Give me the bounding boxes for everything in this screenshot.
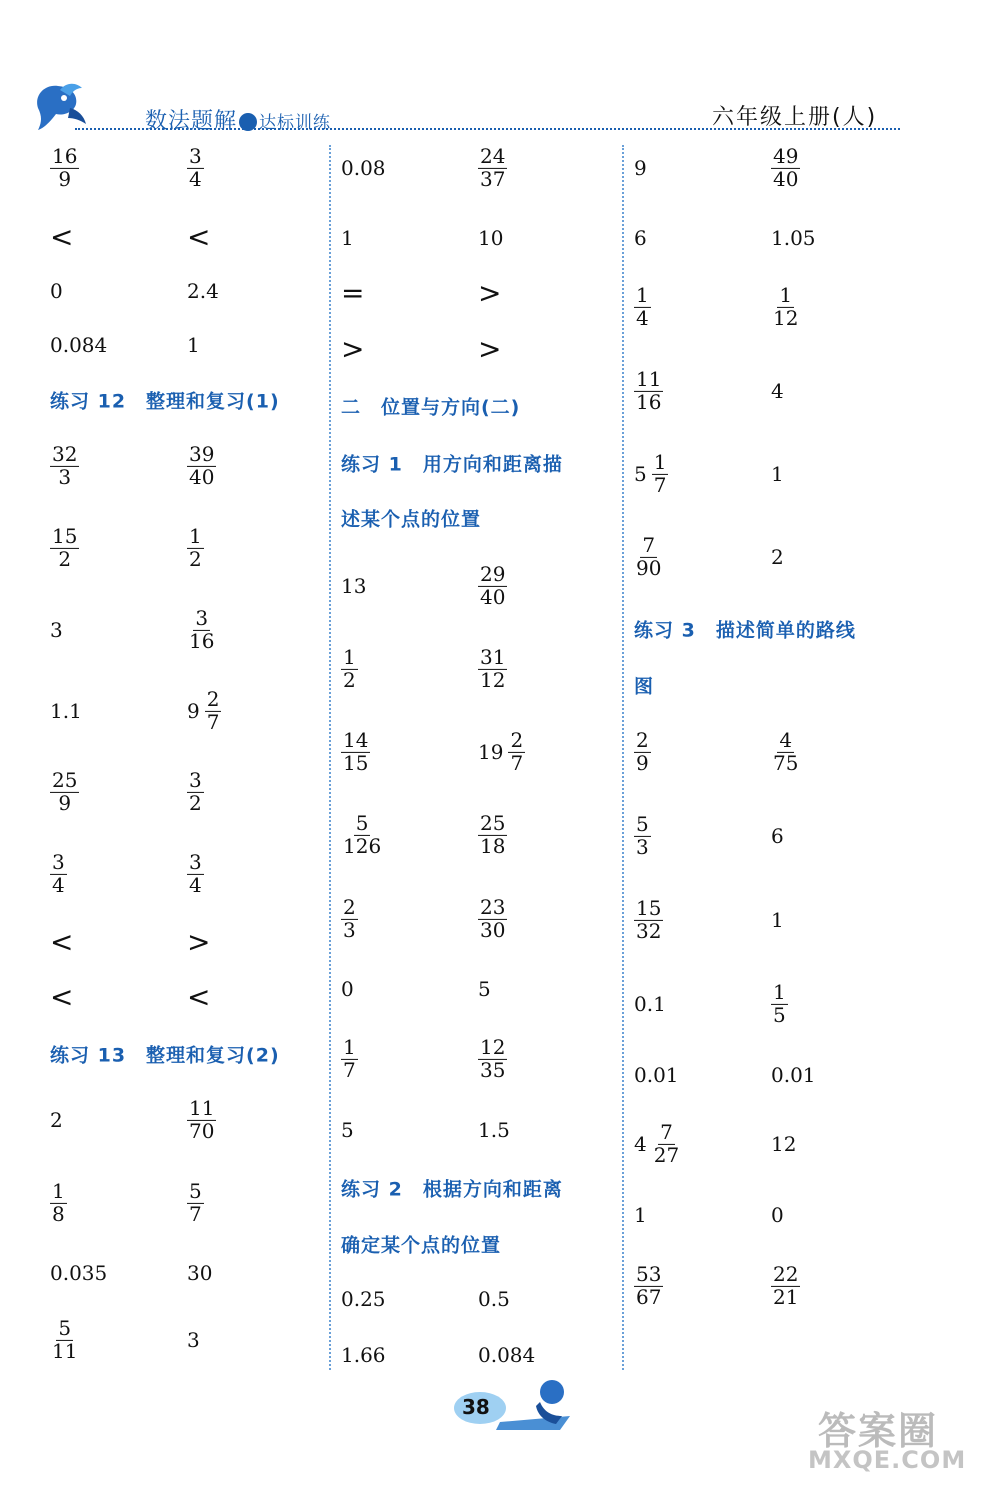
- answer-text: 1.05: [771, 226, 816, 250]
- answer-text: 3: [187, 1328, 200, 1352]
- answer-right: [187, 279, 219, 303]
- answer-left: [634, 156, 647, 180]
- fraction-numerator: 5: [355, 810, 369, 835]
- answer-fraction: [50, 767, 79, 815]
- answer-whole-part: 5: [634, 462, 647, 486]
- answer-fraction: [341, 727, 370, 775]
- answer-left: [50, 618, 63, 642]
- answer-right: [478, 1034, 507, 1082]
- fraction-numerator: 1: [52, 1178, 65, 1203]
- fraction-numerator: 3: [52, 849, 65, 874]
- fraction-numerator: 11: [636, 366, 662, 391]
- section-heading: 练习 12 整理和复习(1): [50, 390, 280, 413]
- answer-right: [771, 727, 800, 775]
- fraction-denominator: 18: [480, 833, 506, 858]
- fraction-denominator: 67: [636, 1284, 662, 1309]
- answer-left: [341, 810, 383, 858]
- fraction-denominator: 2: [189, 790, 202, 815]
- fraction-denominator: 12: [480, 667, 506, 692]
- answer-right: [478, 333, 501, 366]
- answer-text: 0.035: [50, 1261, 108, 1285]
- answer-fraction: [341, 644, 358, 692]
- fraction-denominator: 9: [58, 790, 72, 815]
- answer-right: [187, 849, 204, 897]
- answer-text: >: [478, 276, 502, 310]
- mascot-logo-icon: [30, 78, 90, 134]
- fraction-denominator: 30: [480, 917, 506, 942]
- answer-fraction: [652, 449, 669, 497]
- answer-text: 1: [771, 462, 784, 486]
- answer-right: [187, 1328, 200, 1352]
- answer-fraction: [187, 605, 216, 653]
- answer-right: [187, 523, 204, 571]
- grade-label: 六年级上册(人): [712, 105, 878, 130]
- answer-fraction: [187, 523, 204, 571]
- answer-fraction: [187, 441, 216, 489]
- fraction-denominator: 126: [343, 833, 382, 858]
- answer-text: =: [341, 276, 365, 310]
- answer-left: [50, 1108, 63, 1132]
- answer-left: [50, 981, 73, 1014]
- fraction-numerator: 1: [343, 644, 356, 669]
- answer-text: 1.1: [50, 699, 82, 723]
- answer-text: 2.4: [187, 279, 219, 303]
- answer-right: [478, 644, 507, 692]
- fraction-denominator: 27: [653, 1142, 680, 1167]
- answer-text: 1: [187, 333, 200, 357]
- answer-fraction: [478, 143, 507, 191]
- answer-right: [771, 545, 784, 569]
- fraction-denominator: 11: [52, 1338, 78, 1363]
- answer-fraction: [634, 811, 651, 859]
- answer-text: <: [50, 220, 74, 254]
- answer-fraction: [187, 143, 204, 191]
- answer-left: [341, 644, 358, 692]
- answer-right: [187, 143, 204, 191]
- answer-text: 3: [50, 618, 63, 642]
- fraction-numerator: 5: [58, 1315, 72, 1340]
- fraction-denominator: 40: [480, 584, 506, 609]
- fraction-denominator: 4: [636, 305, 649, 330]
- answer-text: 0.01: [634, 1063, 679, 1087]
- section-heading: 图: [634, 675, 655, 698]
- answer-fraction: [771, 282, 800, 330]
- fraction-denominator: 7: [343, 1057, 356, 1082]
- answer-text: 10: [478, 226, 504, 250]
- answer-right: [478, 977, 491, 1001]
- answer-whole-part: 19: [478, 740, 504, 764]
- answer-left: [341, 977, 354, 1001]
- answer-text: 6: [634, 226, 647, 250]
- answer-left: [634, 226, 647, 250]
- fraction-denominator: 2: [343, 667, 356, 692]
- answer-text: >: [341, 332, 365, 366]
- fraction-denominator: 12: [773, 305, 799, 330]
- fraction-numerator: 3: [195, 605, 209, 630]
- fraction-numerator: 32: [52, 441, 78, 466]
- fraction-denominator: 8: [52, 1201, 65, 1226]
- answer-left: [50, 1178, 67, 1226]
- answer-right: [478, 1287, 510, 1311]
- answer-fraction: [478, 561, 507, 609]
- fraction-denominator: 2: [189, 546, 202, 571]
- fraction-numerator: 2: [343, 894, 356, 919]
- fraction-denominator: 4: [189, 872, 202, 897]
- fraction-numerator: 5: [189, 1178, 202, 1203]
- fraction-denominator: 40: [189, 464, 215, 489]
- answer-text: 0.01: [771, 1063, 816, 1087]
- answer-right: [771, 1203, 784, 1227]
- fraction-numerator: 1: [653, 449, 667, 474]
- fraction-denominator: 7: [653, 472, 667, 497]
- fraction-numerator: 4: [779, 727, 793, 752]
- answer-fraction: [771, 727, 800, 775]
- answer-right: [187, 767, 204, 815]
- answer-text: 0.5: [478, 1287, 510, 1311]
- answer-fraction: [478, 894, 507, 942]
- answer-right: [771, 1132, 796, 1156]
- answer-fraction: [50, 1178, 67, 1226]
- answer-right: [187, 1095, 216, 1143]
- fraction-numerator: 15: [636, 895, 662, 920]
- answer-text: 5: [341, 1118, 354, 1142]
- fraction-denominator: 4: [189, 166, 202, 191]
- answer-right: [771, 979, 788, 1027]
- answer-text: <: [187, 220, 211, 254]
- answer-text: 12: [771, 1132, 797, 1156]
- fraction-numerator: 1: [636, 282, 649, 307]
- fraction-numerator: 23: [480, 894, 506, 919]
- answer-left: [634, 1063, 679, 1087]
- answer-text: <: [50, 980, 74, 1014]
- answer-left: [50, 279, 63, 303]
- answer-left: [634, 992, 666, 1016]
- answer-text: 9: [634, 156, 647, 180]
- answer-left: [50, 221, 73, 254]
- answer-left: [341, 574, 366, 598]
- answer-text: 0: [771, 1203, 784, 1227]
- answer-fraction: [478, 1034, 507, 1082]
- column-divider: [329, 145, 331, 1370]
- answer-left: [50, 926, 73, 959]
- answer-right: [187, 926, 210, 959]
- fraction-numerator: 2: [206, 686, 220, 711]
- answer-text: 6: [771, 824, 784, 848]
- answer-right: [771, 1261, 800, 1309]
- fraction-numerator: 1: [779, 282, 793, 307]
- fraction-denominator: 7: [189, 1201, 202, 1226]
- answer-left: [50, 849, 67, 897]
- fraction-denominator: 32: [636, 918, 662, 943]
- answer-text: 1: [771, 908, 784, 932]
- answer-fraction: [478, 644, 507, 692]
- answer-left: [634, 449, 668, 497]
- answer-right: [478, 277, 501, 310]
- answer-text: 1: [634, 1203, 647, 1227]
- fraction-denominator: 70: [189, 1118, 215, 1143]
- answer-text: 0.1: [634, 992, 666, 1016]
- answer-fraction: [187, 1178, 204, 1226]
- answer-left: [50, 699, 82, 723]
- answer-left: [341, 1343, 386, 1367]
- fraction-numerator: 1: [773, 979, 786, 1004]
- answer-fraction: [187, 849, 204, 897]
- fraction-numerator: 3: [189, 849, 202, 874]
- answer-fraction: [341, 894, 358, 942]
- answer-right: [478, 143, 507, 191]
- answer-text: 2: [50, 1108, 63, 1132]
- answer-text: 1: [341, 226, 354, 250]
- answer-whole-part: 9: [187, 699, 200, 723]
- answer-text: 0: [341, 977, 354, 1001]
- answer-right: [187, 981, 210, 1014]
- answer-fraction: [508, 727, 525, 775]
- answer-left: [50, 333, 107, 357]
- answer-left: [634, 532, 663, 580]
- answer-left: [634, 282, 651, 330]
- answer-right: [478, 894, 507, 942]
- fraction-numerator: 53: [636, 1261, 662, 1286]
- answer-right: [187, 686, 221, 734]
- fraction-numerator: 2: [636, 727, 649, 752]
- answer-left: [634, 811, 651, 859]
- fraction-denominator: 4: [52, 872, 65, 897]
- answer-right: [478, 561, 507, 609]
- answer-right: [187, 333, 200, 357]
- answer-left: [634, 1261, 663, 1309]
- fraction-numerator: 15: [52, 523, 78, 548]
- watermark-url: MXQE.COM: [808, 1446, 967, 1474]
- fraction-denominator: 3: [343, 917, 356, 942]
- answer-fraction: [634, 1261, 663, 1309]
- answer-right: [478, 1343, 535, 1367]
- answer-fraction: [478, 810, 507, 858]
- answer-fraction: [50, 849, 67, 897]
- fraction-denominator: 75: [773, 750, 799, 775]
- fraction-denominator: 9: [58, 166, 72, 191]
- answer-fraction: [771, 143, 800, 191]
- fraction-numerator: 3: [189, 767, 202, 792]
- answer-text: 0.084: [50, 333, 108, 357]
- answer-left: [341, 1287, 386, 1311]
- answer-fraction: [771, 1261, 800, 1309]
- answer-text: 1.66: [341, 1343, 386, 1367]
- answer-whole-part: 4: [634, 1132, 647, 1156]
- answer-text: 4: [771, 379, 784, 403]
- answer-right: [771, 908, 784, 932]
- fraction-denominator: 90: [636, 555, 662, 580]
- fraction-numerator: 5: [636, 811, 649, 836]
- fraction-numerator: 29: [480, 561, 506, 586]
- answer-right: [771, 379, 784, 403]
- fraction-numerator: 2: [510, 727, 524, 752]
- answer-fraction: [50, 143, 79, 191]
- answer-text: 0.084: [478, 1343, 536, 1367]
- section-heading: 练习 2 根据方向和距离: [341, 1178, 563, 1201]
- fraction-numerator: 16: [52, 143, 78, 168]
- column-divider: [622, 145, 624, 1370]
- header-divider: [75, 128, 900, 130]
- fraction-denominator: 16: [636, 389, 662, 414]
- fraction-denominator: 35: [480, 1057, 506, 1082]
- answer-fraction: [634, 282, 651, 330]
- fraction-denominator: 3: [636, 834, 649, 859]
- answer-left: [341, 727, 370, 775]
- answer-left: [341, 1118, 354, 1142]
- fraction-numerator: 39: [189, 441, 215, 466]
- answer-fraction: [634, 727, 651, 775]
- answer-text: <: [187, 980, 211, 1014]
- answer-text: 0.25: [341, 1287, 386, 1311]
- fraction-numerator: 3: [189, 143, 202, 168]
- fraction-denominator: 16: [189, 628, 215, 653]
- section-heading: 练习 3 描述简单的路线: [634, 619, 856, 642]
- answer-text: >: [478, 332, 502, 366]
- answer-fraction: [50, 523, 79, 571]
- answer-left: [50, 767, 79, 815]
- answer-fraction: [634, 895, 663, 943]
- page-header: [0, 0, 1000, 140]
- answer-left: [634, 727, 651, 775]
- fraction-numerator: 24: [480, 143, 506, 168]
- fraction-numerator: 25: [52, 767, 78, 792]
- fraction-numerator: 14: [343, 727, 369, 752]
- answer-right: [478, 810, 507, 858]
- section-heading: 述某个点的位置: [341, 508, 482, 531]
- answer-left: [341, 333, 364, 366]
- fraction-numerator: 1: [189, 523, 202, 548]
- answer-text: 5: [478, 977, 491, 1001]
- answer-fraction: [50, 441, 79, 489]
- answer-right: [771, 1063, 816, 1087]
- fraction-numerator: 11: [189, 1095, 215, 1120]
- answer-fraction: [634, 366, 663, 414]
- answer-fraction: [187, 1095, 216, 1143]
- fraction-denominator: 15: [343, 750, 369, 775]
- fraction-numerator: 49: [773, 143, 799, 168]
- fraction-numerator: 22: [773, 1261, 799, 1286]
- answer-text: 13: [341, 574, 367, 598]
- page-number: 38: [462, 1395, 490, 1419]
- answer-left: [341, 894, 358, 942]
- answer-left: [50, 1315, 79, 1363]
- section-heading: 练习 13 整理和复习(2): [50, 1044, 280, 1067]
- answer-fraction: [205, 686, 222, 734]
- book-title-main: 数法题解: [145, 109, 238, 134]
- answer-fraction: [652, 1119, 681, 1167]
- fraction-denominator: 2: [58, 546, 72, 571]
- fraction-numerator: 7: [642, 532, 656, 557]
- answer-right: [187, 1261, 212, 1285]
- answer-fraction: [187, 767, 204, 815]
- answer-right: [187, 1178, 204, 1226]
- answer-left: [634, 895, 663, 943]
- answer-left: [341, 156, 386, 180]
- answer-right: [771, 462, 784, 486]
- fraction-numerator: 7: [660, 1119, 673, 1144]
- fraction-denominator: 9: [636, 750, 649, 775]
- fraction-denominator: 3: [58, 464, 72, 489]
- answer-right: [478, 1118, 510, 1142]
- fraction-denominator: 37: [480, 166, 506, 191]
- answer-text: >: [187, 925, 211, 959]
- fraction-numerator: 31: [480, 644, 506, 669]
- answer-left: [50, 143, 79, 191]
- section-heading: 二 位置与方向(二): [341, 396, 521, 419]
- watermark-logo: 答案圈: [818, 1409, 939, 1453]
- fraction-denominator: 7: [510, 750, 524, 775]
- answer-right: [187, 221, 210, 254]
- answer-left: [341, 1034, 358, 1082]
- answer-left: [634, 1119, 681, 1167]
- answer-right: [771, 282, 800, 330]
- fraction-numerator: 12: [480, 1034, 506, 1059]
- answer-left: [50, 523, 79, 571]
- answer-fraction: [341, 810, 383, 858]
- answer-left: [341, 226, 354, 250]
- answer-left: [50, 1261, 107, 1285]
- answer-right: [771, 824, 784, 848]
- answer-left: [634, 1203, 647, 1227]
- answer-right: [187, 441, 216, 489]
- answer-right: [771, 143, 800, 191]
- fraction-numerator: 1: [343, 1034, 356, 1059]
- answer-text: <: [50, 925, 74, 959]
- answer-text: 0: [50, 279, 63, 303]
- answer-right: [478, 727, 525, 775]
- book-subtitle: 达标训练: [259, 113, 332, 133]
- answer-right: [771, 226, 816, 250]
- answer-left: [341, 277, 364, 310]
- book-title: [145, 104, 331, 135]
- answer-fraction: [771, 979, 788, 1027]
- answer-text: 2: [771, 545, 784, 569]
- answer-left: [634, 366, 663, 414]
- answer-left: [50, 441, 79, 489]
- fraction-numerator: 25: [480, 810, 506, 835]
- answer-right: [187, 605, 216, 653]
- answer-text: 30: [187, 1261, 213, 1285]
- answer-right: [478, 226, 503, 250]
- fraction-denominator: 7: [206, 709, 220, 734]
- answer-text: 0.08: [341, 156, 386, 180]
- fraction-denominator: 21: [773, 1284, 799, 1309]
- reading-mascot-icon: [440, 1372, 580, 1432]
- fraction-denominator: 5: [773, 1002, 786, 1027]
- answer-fraction: [50, 1315, 79, 1363]
- section-heading: 确定某个点的位置: [341, 1234, 502, 1257]
- answer-fraction: [341, 1034, 358, 1082]
- section-heading: 练习 1 用方向和距离描: [341, 453, 563, 476]
- answer-fraction: [634, 532, 663, 580]
- answer-text: 1.5: [478, 1118, 510, 1142]
- fraction-denominator: 40: [773, 166, 799, 191]
